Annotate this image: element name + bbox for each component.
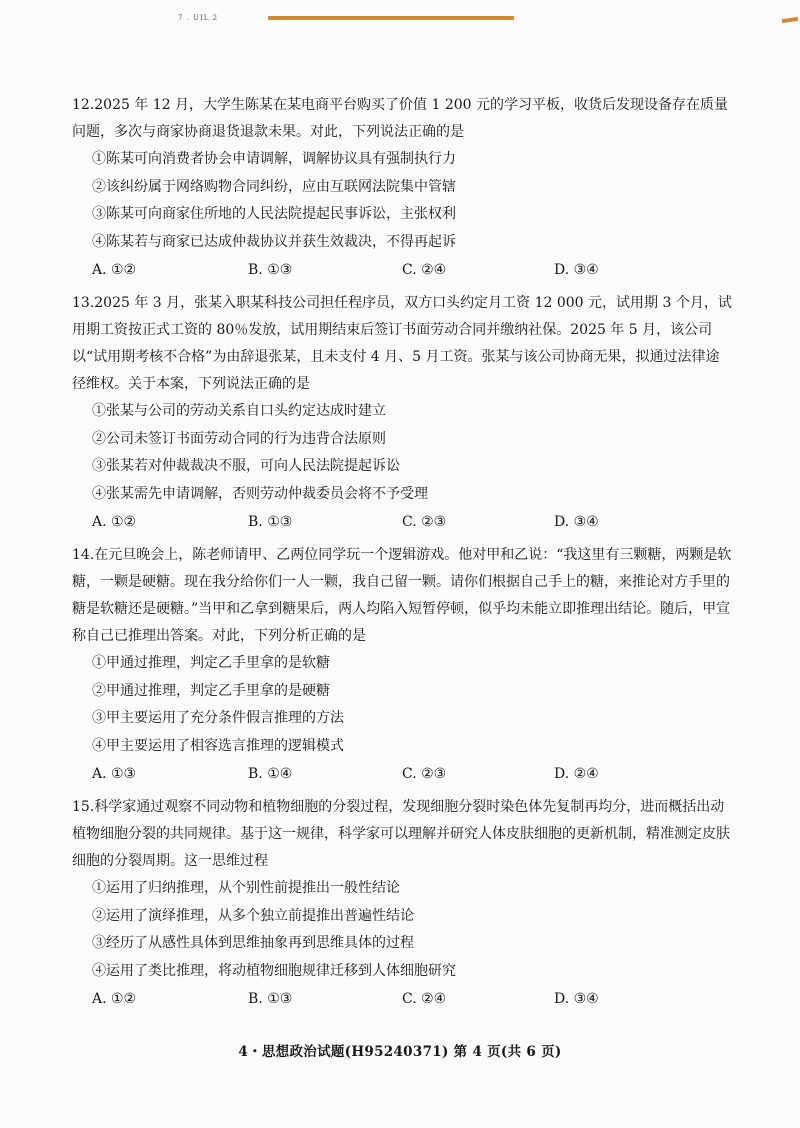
- page-footer: 4・思想政治试题(H95240371) 第 4 页(共 6 页): [238, 1044, 562, 1060]
- question-12: [72, 92, 732, 284]
- statement-option: ②运用了演绎推理，从多个独立前提推出普遍性结论: [92, 907, 414, 924]
- answer-choice-d: D. ③④: [554, 262, 599, 278]
- statement-option: ③陈某可向商家住所地的人民法院提起民事诉讼，主张权利: [92, 206, 456, 222]
- answer-choices: [72, 256, 732, 284]
- scan-artifact-bar: [268, 16, 514, 20]
- statement-option: ①甲通过推理，判定乙手里拿的是软糖: [92, 655, 330, 671]
- statement-option: ④甲主要运用了相容选言推理的逻辑模式: [92, 737, 344, 754]
- answer-choices: [72, 760, 732, 788]
- scan-artifact-edge: [782, 17, 798, 23]
- answer-choice-b: B. ①④: [248, 766, 293, 782]
- statement-option: ①运用了归纳推理，从个别性前提推出一般性结论: [92, 880, 400, 896]
- answer-choices: [72, 508, 732, 536]
- answer-choices: [72, 985, 732, 1013]
- answer-choice-a: A. ①②: [92, 514, 137, 530]
- answer-choice-d: D. ②④: [554, 766, 599, 782]
- statement-option: ③张某若对仲裁裁决不服，可向人民法院提起诉讼: [92, 458, 400, 474]
- statement-option: ②公司未签订书面劳动合同的行为违背合法原则: [92, 430, 386, 447]
- statement-option: ④运用了类比推理，将动植物细胞规律迁移到人体细胞研究: [92, 962, 456, 979]
- question-stem: 13.2025 年 3 月，张某入职某科技公司担任程序员，双方口头约定月工资 12 000 元，试用期 3 个月，试用期工资按正式工资的 80％发放，试用期结束后签订书面劳动合同并缴纳社保。2025 年 5 月，该公司以“试用期考核不合格”为由辞退张某，且未支付 4 月、5 月工资。张某与该公司协商无果，拟通过法律途径维权。关于本案，下列说法正确的是: [72, 295, 732, 392]
- statement-option: ③甲主要运用了充分条件假言推理的方法: [92, 710, 344, 726]
- answer-choice-d: D. ③④: [554, 514, 599, 530]
- statement-option: ①陈某可向消费者协会申请调解，调解协议具有强制执行力: [92, 151, 456, 167]
- answer-choice-c: C. ②④: [402, 991, 447, 1007]
- question-stem: 15.科学家通过观察不同动物和植物细胞的分裂过程，发现细胞分裂时染色体先复制再均分，进而概括出动植物细胞分裂的共同规律。基于这一规律，科学家可以理解并研究人体皮肤细胞的更新机制，精准测定皮肤细胞的分裂周期。这一思维过程: [72, 799, 730, 869]
- answer-choice-d: D. ③④: [554, 991, 599, 1007]
- question-list: [72, 92, 732, 1019]
- statement-option: ④张某需先申请调解，否则劳动仲裁委员会将不予受理: [92, 485, 428, 502]
- answer-choice-a: A. ①②: [92, 262, 137, 278]
- answer-choice-c: C. ②③: [402, 766, 447, 782]
- scan-header-mark: 7 . UIL 2: [178, 14, 219, 22]
- question-14: [72, 542, 732, 788]
- answer-choice-a: A. ①③: [92, 766, 137, 782]
- statement-option: ②该纠纷属于网络购物合同纠纷，应由互联网法院集中管辖: [92, 178, 456, 195]
- question-stem: 14.在元旦晚会上，陈老师请甲、乙两位同学玩一个逻辑游戏。他对甲和乙说：“我这里有三颗糖，两颗是软糖，一颗是硬糖。现在我分给你们一人一颗，我自己留一颗。请你们根据自己手上的糖，来推论对方手里的糖是软糖还是硬糖。”当甲和乙拿到糖果后，两人均陷入短暂停顿，似乎均未能立即推理出结论。随后，甲宣称自己已推理出答案。对此，下列分析正确的是: [72, 547, 732, 644]
- answer-choice-b: B. ①③: [248, 991, 293, 1007]
- answer-choice-b: B. ①③: [248, 262, 293, 278]
- question-15: [72, 794, 732, 1013]
- statement-option: ②甲通过推理，判定乙手里拿的是硬糖: [92, 682, 330, 699]
- answer-choice-b: B. ①③: [248, 514, 293, 530]
- answer-choice-a: A. ①②: [92, 991, 137, 1007]
- statement-option: ①张某与公司的劳动关系自口头约定达成时建立: [92, 403, 386, 419]
- answer-choice-c: C. ②④: [402, 262, 447, 278]
- answer-choice-c: C. ②③: [402, 514, 447, 530]
- statement-option: ③经历了从感性具体到思维抽象再到思维具体的过程: [92, 935, 414, 951]
- question-13: [72, 290, 732, 536]
- statement-option: ④陈某若与商家已达成仲裁协议并获生效裁决，不得再起诉: [92, 233, 456, 250]
- question-stem: 12.2025 年 12 月，大学生陈某在某电商平台购买了价值 1 200 元的学习平板，收货后发现设备存在质量问题，多次与商家协商退货退款未果。对此，下列说法正确的是: [72, 97, 729, 140]
